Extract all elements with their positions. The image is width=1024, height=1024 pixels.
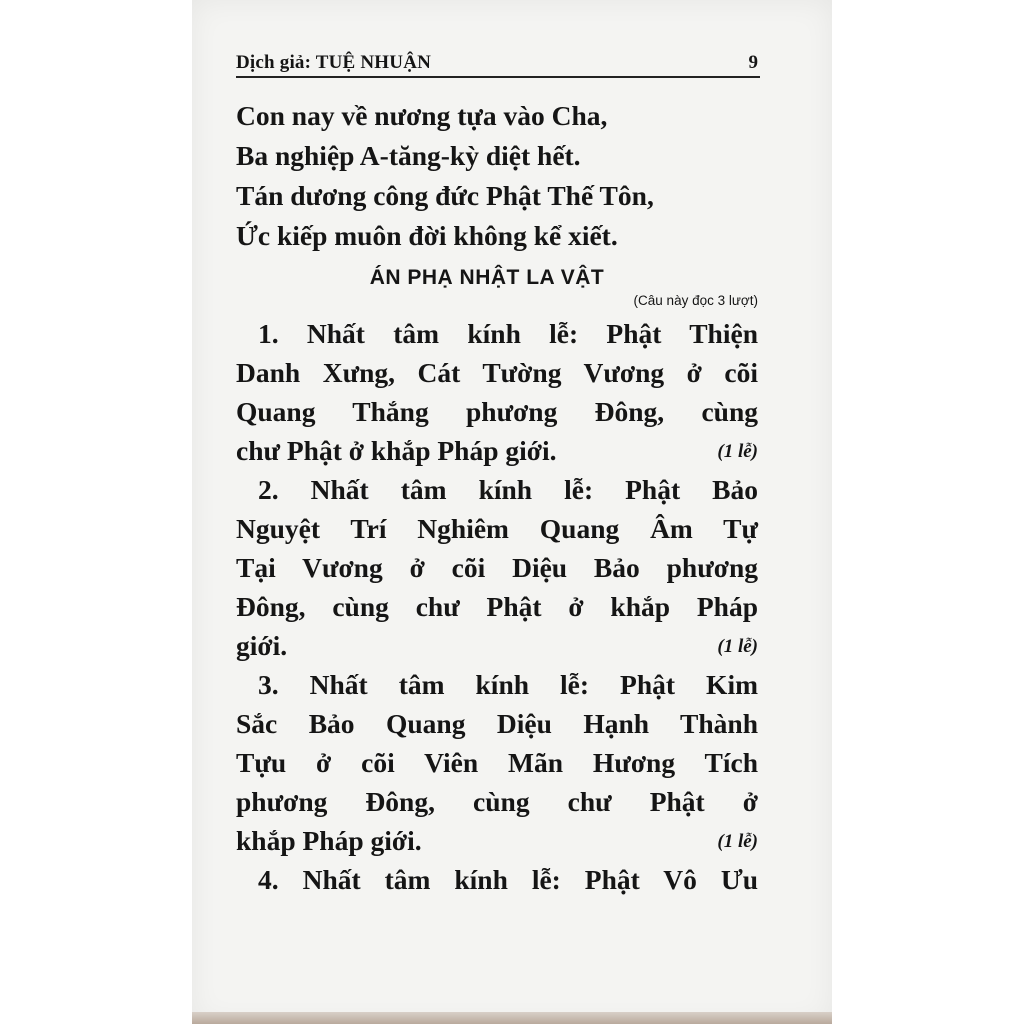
paragraph-4 <box>236 860 758 899</box>
paragraph-3 <box>236 665 758 860</box>
bow-count: (1 lễ) <box>717 831 758 852</box>
text-line: 4. Nhất tâm kính lễ: Phật Vô Ưu <box>258 864 758 895</box>
verse-block <box>236 96 758 256</box>
text-line: Tại Vương ở cõi Diệu Bảo phương <box>236 552 758 583</box>
paragraph-2 <box>236 470 758 665</box>
text-line <box>236 626 758 665</box>
text-line: phương Đông, cùng chư Phật ở <box>236 786 758 817</box>
page-number: 9 <box>748 52 758 73</box>
text-line: Quang Thắng phương Đông, cùng <box>236 396 758 427</box>
text-line-content: chư Phật ở khắp Pháp giới. <box>236 435 557 466</box>
text-line <box>236 821 758 860</box>
verse-line: Ức kiếp muôn đời không kể xiết. <box>236 220 618 251</box>
page-body <box>236 96 758 899</box>
verse-line: Con nay về nương tựa vào Cha, <box>236 100 608 131</box>
paragraph-1 <box>236 314 758 470</box>
running-head: Dịch giả: TUỆ NHUẬN <box>236 52 432 73</box>
page-header <box>236 50 760 78</box>
text-line: Nguyệt Trí Nghiêm Quang Âm Tự <box>236 513 758 544</box>
bow-count: (1 lễ) <box>717 441 758 462</box>
verse-line: Ba nghiệp A-tăng-kỳ diệt hết. <box>236 140 581 171</box>
text-line-content: khắp Pháp giới. <box>236 825 422 856</box>
text-line: Sắc Bảo Quang Diệu Hạnh Thành <box>236 708 758 739</box>
text-line: Đông, cùng chư Phật ở khắp Pháp <box>236 591 758 622</box>
mantra-note: (Câu này đọc 3 lượt) <box>633 293 758 308</box>
page-edge <box>192 1012 832 1024</box>
text-line: 1. Nhất tâm kính lễ: Phật Thiện <box>258 318 758 349</box>
text-line: Danh Xưng, Cát Tường Vương ở cõi <box>236 357 758 388</box>
text-line-content: giới. <box>236 630 288 661</box>
text-line: 2. Nhất tâm kính lễ: Phật Bảo <box>258 474 758 505</box>
text-line: 3. Nhất tâm kính lễ: Phật Kim <box>258 669 758 700</box>
text-line <box>236 431 758 470</box>
verse-line: Tán dương công đức Phật Thế Tôn, <box>236 180 654 211</box>
text-line: Tựu ở cõi Viên Mãn Hương Tích <box>236 747 758 778</box>
mantra-title: ÁN PHẠ NHẬT LA VẬT <box>369 266 605 289</box>
bow-count: (1 lễ) <box>717 636 758 657</box>
